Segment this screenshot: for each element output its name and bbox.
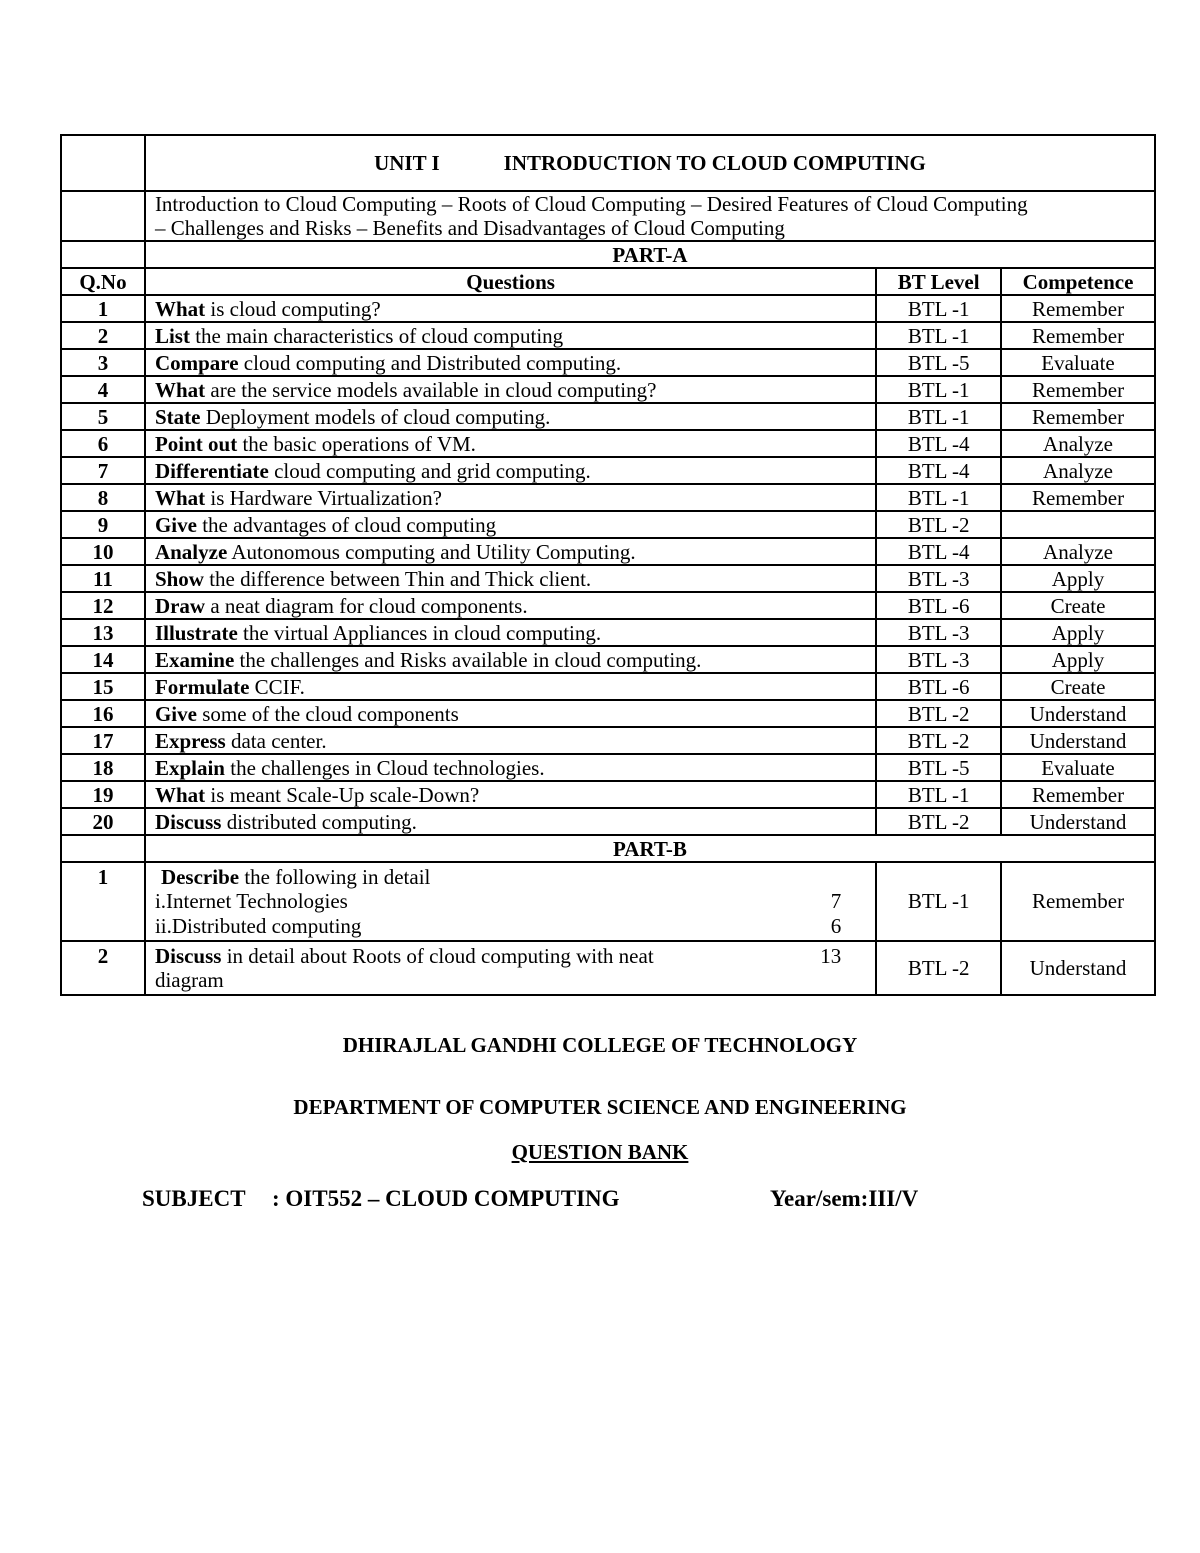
competence: Analyze (1001, 457, 1155, 484)
question-verb: Explain (154, 755, 225, 780)
table-row (61, 862, 1155, 940)
question-line-text (155, 944, 654, 968)
question-text (145, 727, 876, 754)
competence: Understand (1001, 700, 1155, 727)
question-text (145, 700, 876, 727)
table-row (61, 376, 1155, 403)
bt-level: BTL -5 (876, 349, 1001, 376)
question-number: 1 (61, 295, 145, 322)
question-verb: Differentiate (154, 458, 269, 483)
subject-label: SUBJECT (142, 1186, 246, 1211)
question-verb: What (154, 296, 206, 321)
question-verb: Analyze (154, 539, 228, 564)
question-number: 14 (61, 646, 145, 673)
question-line-2: diagram (154, 967, 224, 992)
unit-heading (145, 135, 1155, 191)
question-number: 15 (61, 673, 145, 700)
competence: Understand (1001, 941, 1155, 995)
bt-level: BTL -3 (876, 619, 1001, 646)
question-text (145, 322, 876, 349)
bt-level: BTL -6 (876, 592, 1001, 619)
question-rest: the basic operations of VM. (237, 431, 476, 456)
table-row (61, 565, 1155, 592)
question-number: 19 (61, 781, 145, 808)
part-a-title: PART-A (145, 241, 1155, 268)
question-verb: Discuss (154, 809, 222, 834)
question-text (145, 457, 876, 484)
sub-question (155, 889, 866, 913)
competence: Create (1001, 592, 1155, 619)
question-rest: is Hardware Virtualization? (205, 485, 442, 510)
syllabus-line-2: – Challenges and Risks – Benefits and Disadvantages of Cloud Computing (154, 216, 785, 241)
header-row (61, 268, 1155, 295)
bt-level: BTL -3 (876, 646, 1001, 673)
question-text (145, 403, 876, 430)
question-number: 18 (61, 754, 145, 781)
question-rest: the virtual Appliances in cloud computing. (237, 620, 602, 645)
header-qno: Q.No (61, 268, 145, 295)
table-row (61, 349, 1155, 376)
question-text (145, 646, 876, 673)
question-text (145, 619, 876, 646)
competence: Apply (1001, 565, 1155, 592)
question-verb: Give (154, 512, 197, 537)
question-verb: Illustrate (154, 620, 238, 645)
sub-question-text: ii.Distributed computing (154, 913, 362, 938)
question-rest: CCIF. (249, 674, 305, 699)
table-row (61, 808, 1155, 835)
table-row (61, 430, 1155, 457)
table-row (61, 941, 1155, 995)
question-text (145, 673, 876, 700)
question-rest: the advantages of cloud computing (196, 512, 497, 537)
question-rest: are the service models available in cloud computing? (205, 377, 657, 402)
question-rest: cloud computing and Distributed computing. (238, 350, 622, 375)
question-number: 9 (61, 511, 145, 538)
question-text (145, 592, 876, 619)
question-number: 8 (61, 484, 145, 511)
bt-level: BTL -2 (876, 727, 1001, 754)
question-rest: the following in detail (239, 865, 431, 890)
part-a-title-row (61, 241, 1155, 268)
bt-level: BTL -6 (876, 673, 1001, 700)
header-bt-level: BT Level (876, 268, 1001, 295)
header-competence: Competence (1001, 268, 1155, 295)
question-rest: cloud computing and grid computing. (268, 458, 591, 483)
competence: Remember (1001, 484, 1155, 511)
bt-level: BTL -2 (876, 700, 1001, 727)
question-number: 13 (61, 619, 145, 646)
table-row (61, 322, 1155, 349)
subject-value: : OIT552 – CLOUD COMPUTING (272, 1186, 620, 1211)
bt-level: BTL -4 (876, 430, 1001, 457)
question-number: 11 (61, 565, 145, 592)
table-row (61, 295, 1155, 322)
question-verb: Point out (154, 431, 238, 456)
bt-level: BTL -1 (876, 376, 1001, 403)
unit-title: INTRODUCTION TO CLOUD COMPUTING (503, 150, 926, 175)
question-verb: Express (154, 728, 226, 753)
question-verb: What (154, 782, 206, 807)
bt-level: BTL -3 (876, 565, 1001, 592)
question-text (145, 538, 876, 565)
question-text (145, 376, 876, 403)
sub-question-marks: 7 (830, 889, 842, 914)
syllabus (145, 191, 1155, 241)
question-text (145, 349, 876, 376)
table-row (61, 484, 1155, 511)
question-number: 20 (61, 808, 145, 835)
question-text (145, 295, 876, 322)
question-rest: a neat diagram for cloud components. (205, 593, 528, 618)
question-number: 2 (61, 322, 145, 349)
sub-question (155, 914, 866, 938)
bt-level: BTL -1 (876, 484, 1001, 511)
bt-level: BTL -2 (876, 941, 1001, 995)
bt-level: BTL -4 (876, 457, 1001, 484)
question-number: 7 (61, 457, 145, 484)
question-rest: distributed computing. (221, 809, 417, 834)
bt-level: BTL -1 (876, 862, 1001, 940)
bt-level: BTL -4 (876, 538, 1001, 565)
question-text (145, 565, 876, 592)
competence: Remember (1001, 403, 1155, 430)
competence: Remember (1001, 862, 1155, 940)
competence: Apply (1001, 646, 1155, 673)
table-row (61, 592, 1155, 619)
competence: Remember (1001, 295, 1155, 322)
question-number: 2 (61, 941, 145, 995)
question-line (155, 944, 866, 968)
table-row (61, 781, 1155, 808)
competence (1001, 511, 1155, 538)
bt-level: BTL -1 (876, 403, 1001, 430)
question-verb: Discuss (154, 943, 222, 968)
question-text (145, 781, 876, 808)
table-row (61, 727, 1155, 754)
college-name: DHIRAJLAL GANDHI COLLEGE OF TECHNOLOGY (342, 1033, 858, 1057)
question-number: 16 (61, 700, 145, 727)
question-number: 12 (61, 592, 145, 619)
bt-level: BTL -2 (876, 511, 1001, 538)
question-verb: Compare (154, 350, 239, 375)
question-rest: in detail about Roots of cloud computing with neat (221, 943, 654, 968)
competence: Understand (1001, 808, 1155, 835)
year-sem: Year/sem:III/V (770, 1186, 919, 1211)
question-text (145, 808, 876, 835)
question-rest: is meant Scale-Up scale-Down? (205, 782, 480, 807)
question-number: 17 (61, 727, 145, 754)
competence: Analyze (1001, 538, 1155, 565)
bt-level: BTL -1 (876, 322, 1001, 349)
question-text (145, 511, 876, 538)
table-row (61, 646, 1155, 673)
question-rest: the main characteristics of cloud computing (189, 323, 564, 348)
competence: Evaluate (1001, 349, 1155, 376)
syllabus-line-1: Introduction to Cloud Computing – Roots of Cloud Computing – Desired Features of Cloud Computing (154, 192, 1028, 216)
question-text (145, 484, 876, 511)
question-text (145, 430, 876, 457)
question-line (161, 865, 866, 889)
sub-question-marks: 6 (830, 913, 842, 938)
question-number: 1 (61, 862, 145, 940)
question-verb: What (154, 377, 206, 402)
competence: Remember (1001, 376, 1155, 403)
question-rest: Autonomous computing and Utility Computing. (227, 539, 636, 564)
table-row (61, 403, 1155, 430)
question-rest: the difference between Thin and Thick client. (203, 566, 592, 591)
question-rest: Deployment models of cloud computing. (200, 404, 551, 429)
question-bank-table (60, 134, 1156, 996)
competence: Create (1001, 673, 1155, 700)
table-row (61, 457, 1155, 484)
subject-line (142, 1186, 919, 1212)
question-verb: Give (154, 701, 197, 726)
question-text (145, 941, 876, 995)
table-row (61, 619, 1155, 646)
table-row (61, 700, 1155, 727)
bt-level: BTL -2 (876, 808, 1001, 835)
question-rest: the challenges and Risks available in cloud computing. (234, 647, 702, 672)
question-text (145, 862, 876, 940)
question-number: 10 (61, 538, 145, 565)
question-verb: Show (154, 566, 204, 591)
competence: Remember (1001, 781, 1155, 808)
department-name: DEPARTMENT OF COMPUTER SCIENCE AND ENGINEERING (293, 1095, 907, 1119)
bt-level: BTL -1 (876, 295, 1001, 322)
question-verb: Examine (154, 647, 235, 672)
question-number: 5 (61, 403, 145, 430)
sub-question-text: i.Internet Technologies (154, 889, 348, 914)
question-rest: some of the cloud components (196, 701, 459, 726)
question-verb: What (154, 485, 206, 510)
question-verb: Draw (154, 593, 206, 618)
table-row (61, 673, 1155, 700)
competence: Understand (1001, 727, 1155, 754)
question-marks: 13 (820, 943, 842, 968)
question-rest: data center. (225, 728, 327, 753)
table-row (61, 538, 1155, 565)
table-row (61, 754, 1155, 781)
question-number: 6 (61, 430, 145, 457)
question-verb: Formulate (154, 674, 250, 699)
question-verb: Describe (160, 865, 240, 890)
bt-level: BTL -5 (876, 754, 1001, 781)
table-row (61, 511, 1155, 538)
question-verb: State (154, 404, 201, 429)
syllabus-row (61, 191, 1155, 241)
part-b-title: PART-B (145, 835, 1155, 862)
question-verb: List (154, 323, 190, 348)
bt-level: BTL -1 (876, 781, 1001, 808)
competence: Analyze (1001, 430, 1155, 457)
competence: Evaluate (1001, 754, 1155, 781)
question-bank-title: QUESTION BANK (511, 1140, 689, 1164)
question-number: 3 (61, 349, 145, 376)
competence: Apply (1001, 619, 1155, 646)
competence: Remember (1001, 322, 1155, 349)
unit-row (61, 135, 1155, 191)
question-text (145, 754, 876, 781)
part-b-title-row (61, 835, 1155, 862)
question-rest: the challenges in Cloud technologies. (224, 755, 545, 780)
unit-label: UNIT I (374, 150, 440, 175)
question-rest: is cloud computing? (205, 296, 381, 321)
header-questions: Questions (145, 268, 876, 295)
question-number: 4 (61, 376, 145, 403)
